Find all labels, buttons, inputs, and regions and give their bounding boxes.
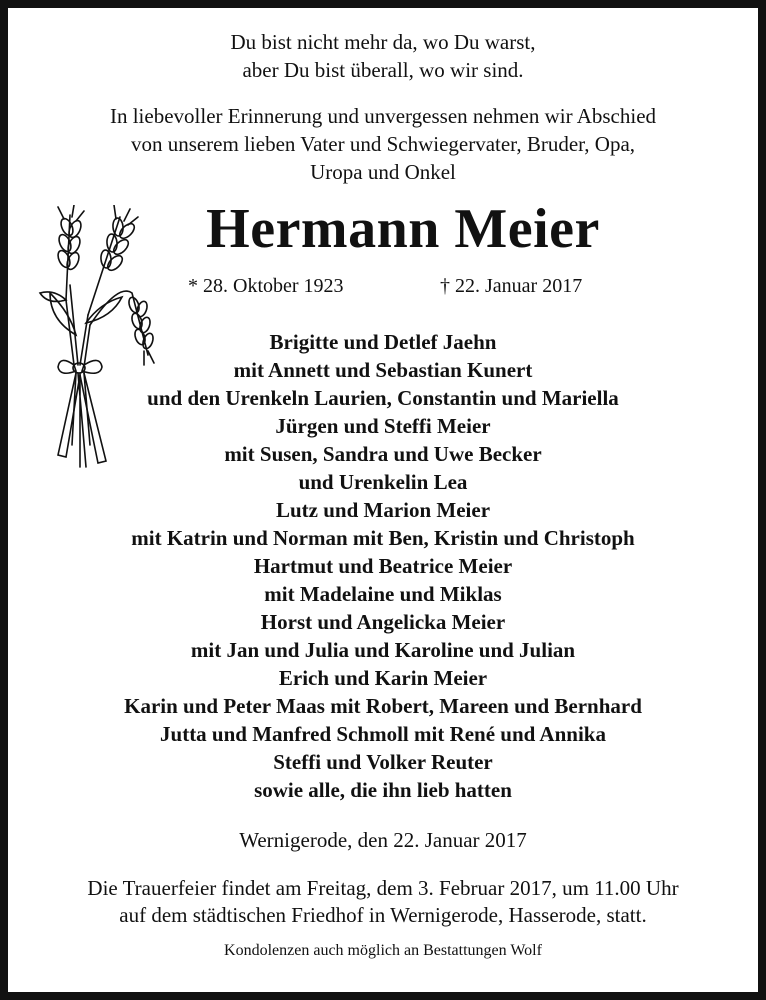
place-date: Wernigerode, den 22. Januar 2017 [239,828,527,852]
condolence-note: Kondolenzen auch möglich an Bestattungen Wolf [224,942,542,959]
birth-date: * 28. Oktober 1923 [188,275,344,297]
motto-line-1: Du bist nicht mehr da, wo Du warst, [230,30,536,54]
deceased-name: Hermann Meier [206,198,600,260]
family-line: mit Madelaine und Miklas [264,582,502,606]
family-line: Brigitte und Detlef Jaehn [269,330,497,354]
family-line: und Urenkelin Lea [298,470,468,494]
death-date: † 22. Januar 2017 [440,275,583,297]
family-line: Erich und Karin Meier [278,666,488,690]
funeral-line-1: Die Trauerfeier findet am Freitag, dem 3. Februar 2017, um 11.00 Uhr [87,876,679,900]
family-line: Lutz und Marion Meier [275,498,491,522]
family-line: mit Susen, Sandra und Uwe Becker [224,442,542,466]
family-line: Karin und Peter Maas mit Robert, Mareen und Bernhard [124,694,642,718]
funeral-line-2: auf dem städtischen Friedhof in Wernigerode, Hasserode, statt. [119,903,647,927]
wheat-leaf-right [86,297,122,323]
family-line: mit Annett und Sebastian Kunert [233,358,533,382]
family-line: mit Jan und Julia und Karoline und Julian [190,638,576,662]
family-line: Jutta und Manfred Schmoll mit René und Annika [160,722,606,746]
family-line: Steffi und Volker Reuter [273,750,493,774]
motto-line-2: aber Du bist überall, wo wir sind. [242,58,524,82]
intro-line-3: Uropa und Onkel [310,160,456,184]
intro-line-2: von unserem lieben Vater und Schwiegervater, Bruder, Opa, [130,132,636,156]
family-line: Jürgen und Steffi Meier [275,414,491,438]
family-line: und den Urenkeln Laurien, Constantin und Mariella [147,386,619,410]
family-line: Hartmut und Beatrice Meier [253,554,513,578]
family-line: sowie alle, die ihn lieb hatten [254,778,512,802]
family-line: Horst und Angelicka Meier [260,610,506,634]
family-line: mit Katrin und Norman mit Ben, Kristin und Christoph [131,526,635,550]
intro-line-1: In liebevoller Erinnerung und unvergessen nehmen wir Abschied [109,104,657,128]
